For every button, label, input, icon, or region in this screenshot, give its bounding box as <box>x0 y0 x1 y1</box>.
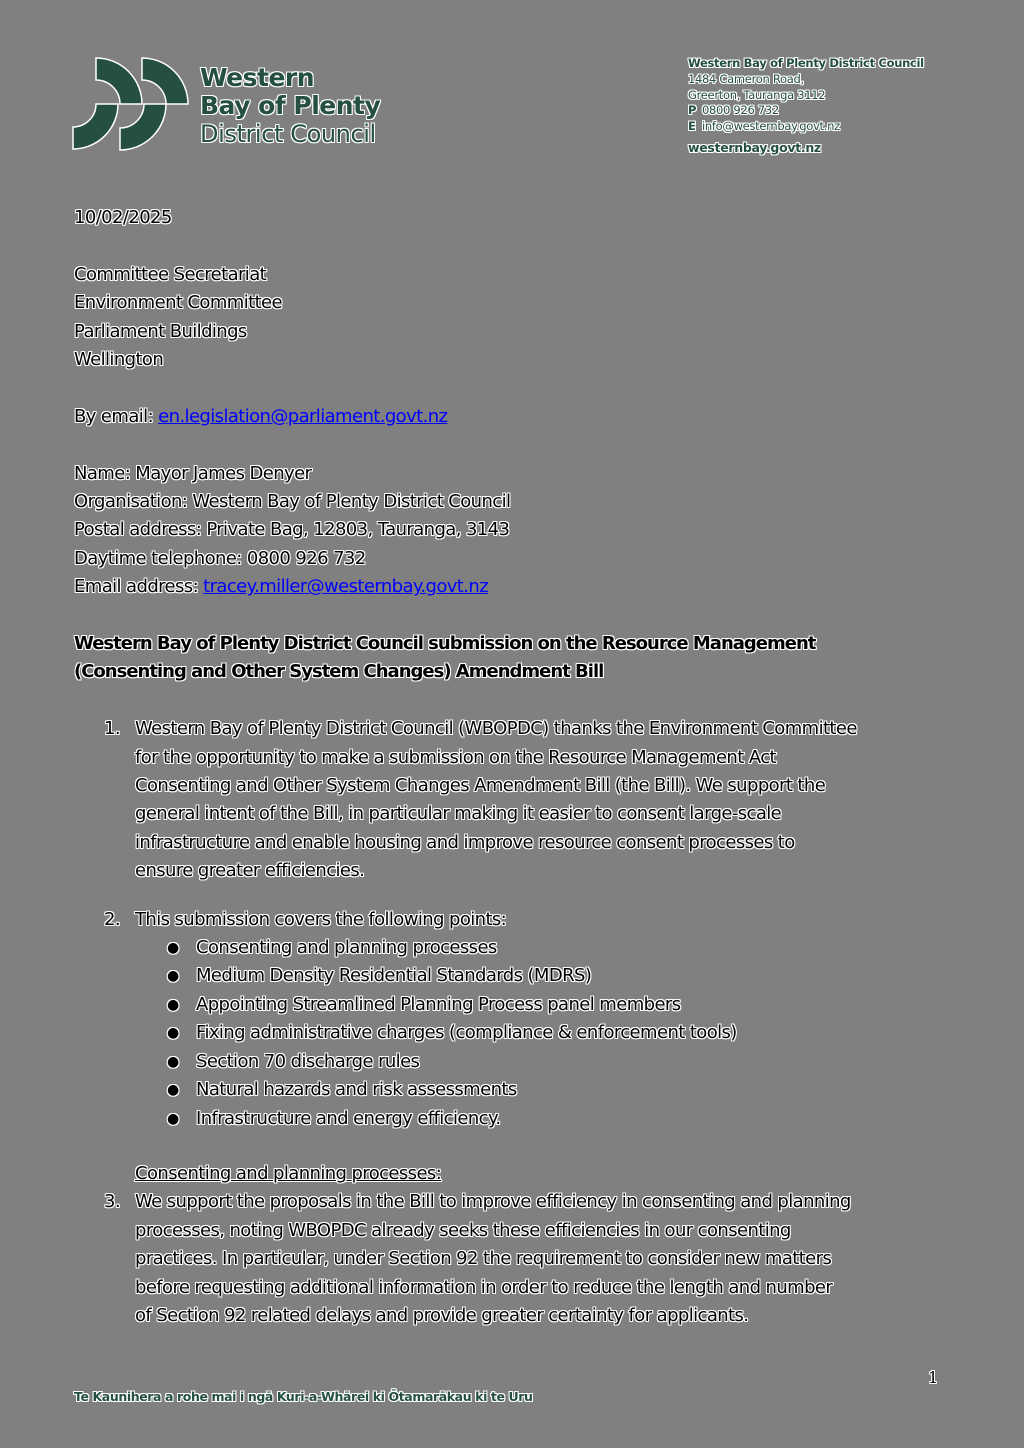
list-item <box>167 934 944 962</box>
numbered-paragraph-3 <box>74 1188 944 1330</box>
list-item <box>167 1048 944 1076</box>
submitter-email-line <box>74 573 944 601</box>
logo-line-western: Western <box>200 63 315 92</box>
bullet-icon: ● <box>167 1110 179 1127</box>
letter-body <box>74 204 944 1330</box>
list-item-text: Medium Density Residential Standards (MDRS) <box>196 965 592 987</box>
address-email: info@westernbay.govt.nz <box>702 119 840 134</box>
paragraph-number: 1. <box>104 718 120 740</box>
submitter-postal: Postal address: Private Bag, 12803, Tauranga, 3143 <box>74 519 510 541</box>
bullet-icon: ● <box>167 1082 179 1099</box>
list-item-text: Fixing administrative charges (compliance & enforcement tools) <box>196 1022 737 1044</box>
address-street: 1484 Cameron Road, <box>688 71 804 86</box>
email-label: E <box>688 119 696 134</box>
address-city: Greerton, Tauranga 3112 <box>688 87 826 102</box>
letter-date: 10/02/2025 <box>74 207 172 228</box>
recipient-line: Environment Committee <box>74 292 282 314</box>
numbered-paragraph-1 <box>74 715 944 885</box>
paragraph-line: We support the proposals in the Bill to improve efficiency in consenting and planning <box>135 1191 851 1213</box>
address-phone: 0800 926 732 <box>702 103 779 118</box>
submission-title <box>74 630 944 687</box>
list-item-text: Section 70 discharge rules <box>196 1050 420 1072</box>
council-logo <box>70 54 390 154</box>
paragraph-line: for the opportunity to make a submission on the Resource Management Act <box>135 746 776 768</box>
logo-line-bay-of-plenty: Bay of Plenty <box>200 91 381 120</box>
list-item <box>167 991 944 1019</box>
list-item <box>167 1019 944 1047</box>
by-email-label: By email: <box>74 405 159 427</box>
list-item-text: Natural hazards and risk assessments <box>196 1079 517 1101</box>
list-item-text: Consenting and planning processes <box>196 937 497 959</box>
by-email-line <box>74 403 944 431</box>
recipient-block <box>74 261 944 375</box>
paragraph-line: practices. In particular, under Section 92 the requirement to consider new matters <box>135 1248 832 1270</box>
submission-title-line: Western Bay of Plenty District Council submission on the Resource Management <box>74 633 816 655</box>
paragraph-number: 2. <box>104 908 120 930</box>
submitter-organisation: Organisation: Western Bay of Plenty District Council <box>74 491 511 513</box>
list-item <box>167 1076 944 1104</box>
submitter-details <box>74 460 944 602</box>
submission-title-line: (Consenting and Other System Changes) Amendment Bill <box>74 661 604 683</box>
council-logo-mark-icon <box>70 54 195 154</box>
bullet-icon: ● <box>167 1025 179 1042</box>
paragraph-line: Consenting and Other System Changes Amendment Bill (the Bill). We support the <box>135 775 826 797</box>
bullet-icon: ● <box>167 968 179 985</box>
numbered-paragraph-2 <box>74 906 944 934</box>
submitter-email-link[interactable]: tracey.miller@westernbay.govt.nz <box>203 576 489 598</box>
recipient-line: Parliament Buildings <box>74 320 247 342</box>
list-item <box>167 1105 944 1133</box>
list-item-text: Appointing Streamlined Planning Process panel members <box>196 993 681 1015</box>
paragraph-number: 3. <box>104 1191 120 1213</box>
logo-wordmark <box>200 64 380 148</box>
address-email-row <box>688 119 924 135</box>
footer-tagline: Te Kaunihera a rohe mai i ngā Kuri-a-Whārei ki Ōtamarākau ki te Uru <box>74 1389 533 1404</box>
submitter-name: Name: Mayor James Denyer <box>74 462 312 484</box>
address-org-name: Western Bay of Plenty District Council <box>688 56 924 70</box>
bullet-icon: ● <box>167 996 179 1013</box>
submitter-phone: Daytime telephone: 0800 926 732 <box>74 547 366 569</box>
council-address-block <box>688 56 924 156</box>
section-heading-consenting: Consenting and planning processes: <box>135 1162 442 1184</box>
paragraph-line: processes, noting WBOPDC already seeks these efficiencies in our consenting <box>135 1219 791 1241</box>
parliament-email-link[interactable]: en.legislation@parliament.govt.nz <box>158 405 448 427</box>
paragraph-line: infrastructure and enable housing and improve resource consent processes to <box>135 831 795 853</box>
phone-label: P <box>688 103 697 118</box>
bullet-icon: ● <box>167 1053 179 1070</box>
paragraph-line: before requesting additional information in order to reduce the length and number <box>135 1276 833 1298</box>
logo-line-district-council: District Council <box>200 120 376 148</box>
address-website: westernbay.govt.nz <box>688 139 821 155</box>
address-phone-row <box>688 103 924 119</box>
paragraph-line: This submission covers the following points: <box>135 908 507 930</box>
page-number: 1 <box>928 1368 939 1387</box>
list-item-text: Infrastructure and energy efficiency. <box>196 1107 501 1129</box>
paragraph-line: general intent of the Bill, in particular making it easier to consent large-scale <box>135 803 782 825</box>
submitter-email-label: Email address: <box>74 576 204 598</box>
submission-points-list <box>74 934 944 1133</box>
paragraph-line: Western Bay of Plenty District Council (WBOPDC) thanks the Environment Committee <box>135 718 857 740</box>
bullet-icon: ● <box>167 940 179 957</box>
list-item <box>167 962 944 990</box>
recipient-line: Wellington <box>74 349 164 371</box>
recipient-line: Committee Secretariat <box>74 263 267 285</box>
paragraph-line: ensure greater efficiencies. <box>135 860 365 882</box>
paragraph-line: of Section 92 related delays and provide greater certainty for applicants. <box>135 1304 749 1326</box>
